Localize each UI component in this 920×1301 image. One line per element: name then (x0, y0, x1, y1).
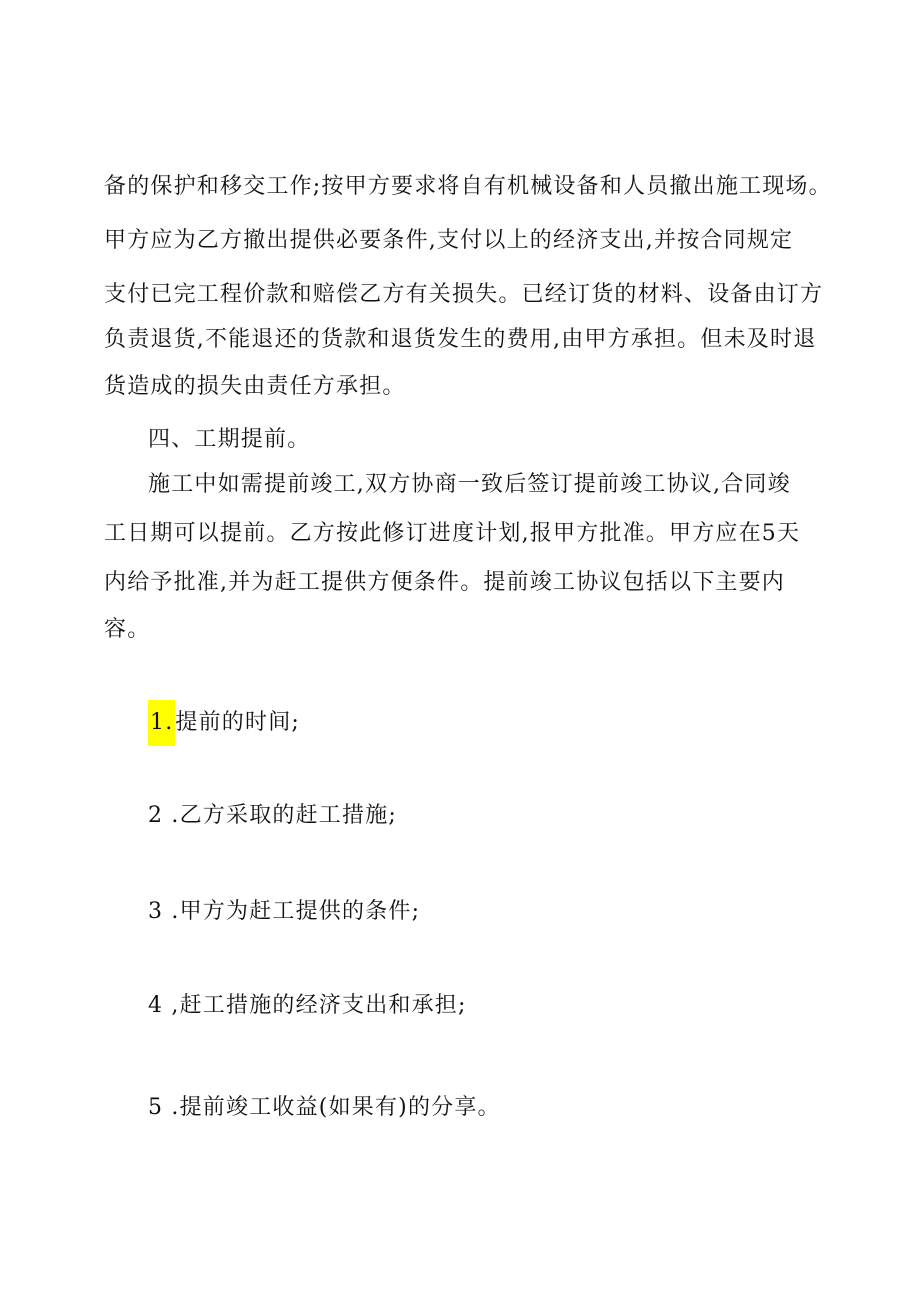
list-item (148, 991, 467, 1021)
list-item (148, 897, 420, 927)
list-item (148, 1093, 501, 1123)
highlighted-marker: 1. (148, 700, 175, 746)
list-item-text: 赶工措施的经济支出和承担; (179, 993, 467, 1018)
section-heading: 四、工期提前。 (148, 427, 311, 452)
list-item-text: 提前竣工收益(如果有)的分享。 (179, 1095, 501, 1120)
paragraph-line: 备的保护和移交工作;按甲方要求将自有机械设备和人员撤出施工现场。 (104, 174, 832, 199)
list-item-text: 提前的时间; (175, 710, 301, 735)
paragraph-line: 负责退货,不能退还的货款和退货发生的费用,由甲方承担。但未及时退 (104, 327, 817, 352)
list-item-marker: 4 , (148, 993, 180, 1018)
list-item (148, 801, 397, 831)
paragraph-line: 容。 (104, 617, 151, 642)
list-item (148, 708, 300, 738)
paragraph-line: 工日期可以提前。乙方按此修订进度计划,报甲方批准。甲方应在5天 (104, 521, 801, 546)
paragraph-line: 甲方应为乙方撤出提供必要条件,支付以上的经济支出,并按合同规定 (104, 228, 794, 253)
paragraph-line: 货造成的损失由责任方承担。 (104, 374, 406, 399)
paragraph-line: 内给予批准,并为赶工提供方便条件。提前竣工协议包括以下主要内 (104, 570, 785, 595)
paragraph-line: 施工中如需提前竣工,双方协商一致后签订提前竣工协议,合同竣 (148, 472, 791, 497)
list-item-marker: 3 . (148, 899, 180, 924)
list-item-text: 乙方采取的赶工措施; (179, 803, 398, 828)
list-item-marker: 5 . (148, 1095, 180, 1120)
paragraph-line: 支付已完工程价款和赔偿乙方有关损失。已经订货的材料、设备由订方 (104, 282, 824, 307)
list-item-marker: 2 . (148, 803, 180, 828)
list-item-text: 甲方为赶工提供的条件; (179, 899, 421, 924)
